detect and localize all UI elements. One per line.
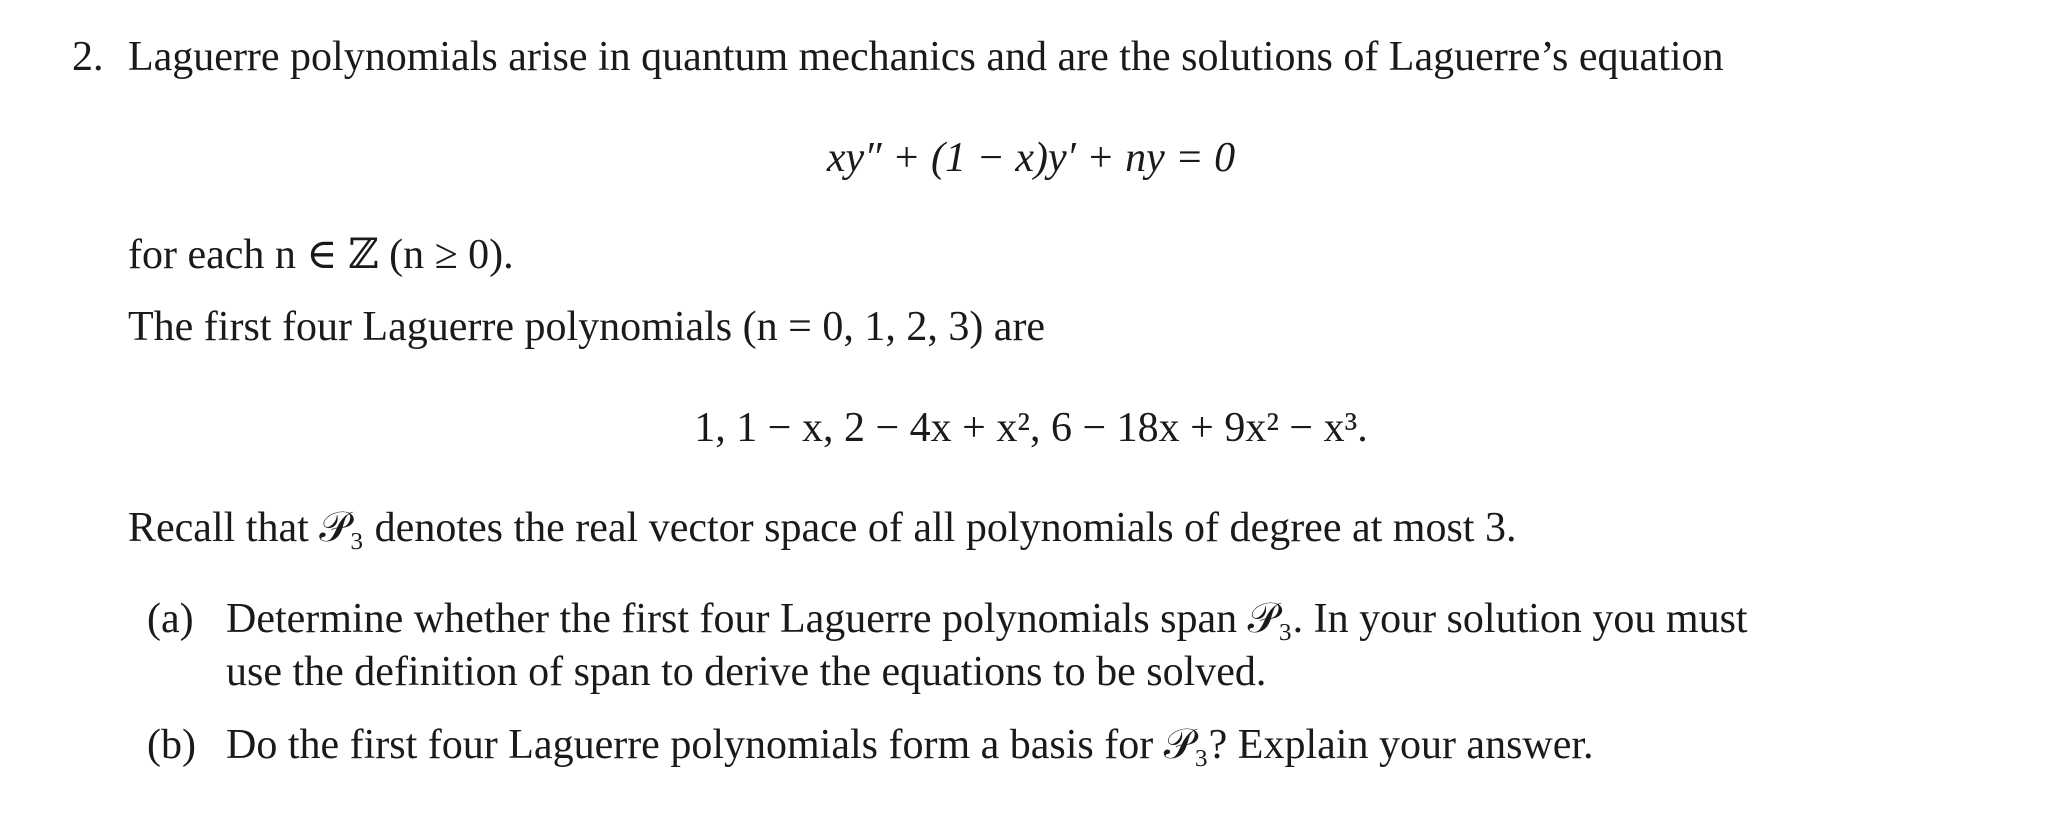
problem-intro: Laguerre polynomials arise in quantum mechanics and are the solutions of Laguerre’s equation <box>128 34 1724 80</box>
part-a-label: (a) <box>147 596 194 642</box>
part-a-line2: use the definition of span to derive the equations to be solved. <box>226 649 1267 695</box>
part-a-line1: Determine whether the first four Laguerre polynomials span 𝒫₃. In your solution you must <box>226 596 1748 642</box>
first-four-sentence: The first four Laguerre polynomials (n = 0, 1, 2, 3) are <box>128 304 1046 350</box>
polynomials-list: 1, 1 − x, 2 − 4x + x², 6 − 18x + 9x² − x³. <box>694 405 1368 451</box>
part-b-line1: Do the first four Laguerre polynomials form a basis for 𝒫₃? Explain your answer. <box>226 722 1594 768</box>
laguerre-equation: xy″ + (1 − x)y′ + ny = 0 <box>826 135 1236 181</box>
condition-text: for each n ∈ ℤ (n ≥ 0). <box>128 232 514 278</box>
problem-number: 2. <box>72 34 104 80</box>
part-b-label: (b) <box>147 722 196 768</box>
recall-text: Recall that 𝒫₃ denotes the real vector space of all polynomials of degree at most 3. <box>128 505 1517 551</box>
